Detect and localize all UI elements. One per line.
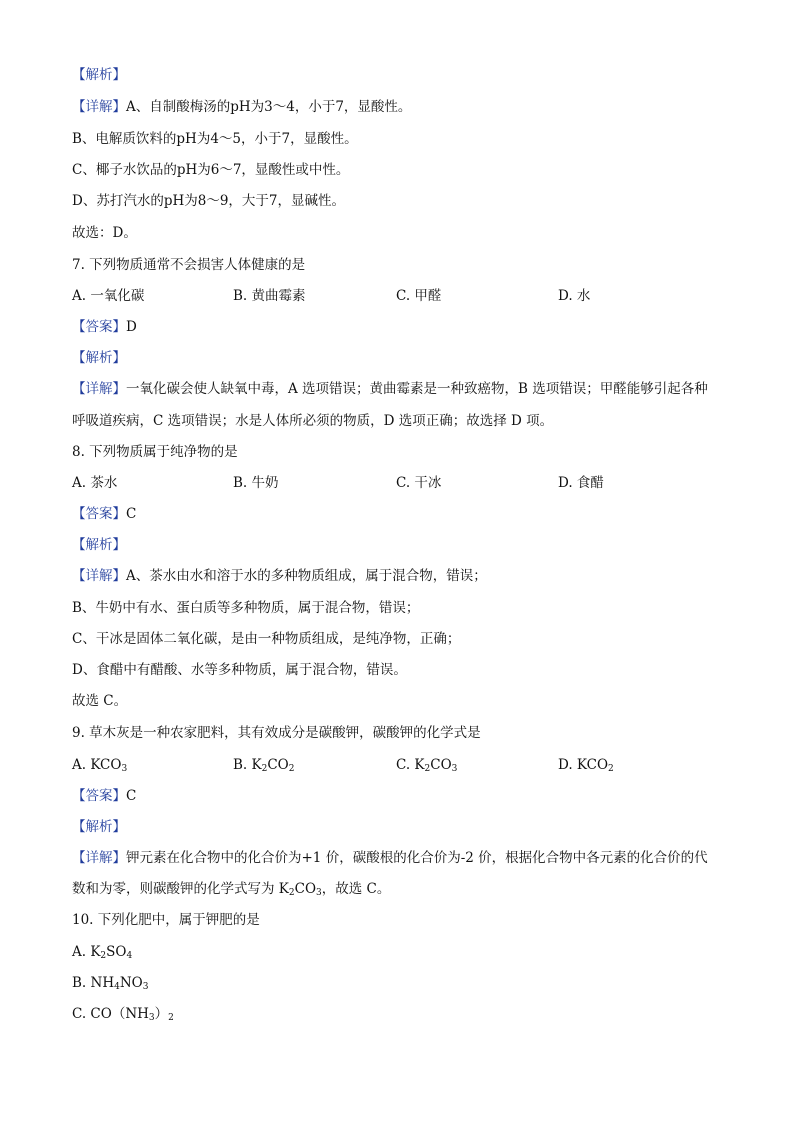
formula-sub: 3 xyxy=(121,764,128,774)
formula-text: SO xyxy=(106,944,127,960)
answer-value: C xyxy=(126,788,137,804)
detail-tag: 【详解】 xyxy=(72,568,126,584)
formula-text: CO xyxy=(267,757,289,773)
detail-tag: 【详解】 xyxy=(72,381,126,397)
detail-line: D、食醋中有醋酸、水等多种物质，属于混合物，错误。 xyxy=(72,662,407,678)
formula-text: CO xyxy=(294,881,317,897)
analysis-tag: 【解析】 xyxy=(72,350,126,366)
option-a xyxy=(72,756,127,774)
option-b xyxy=(72,974,148,992)
answer-line xyxy=(72,318,137,336)
detail-paragraph xyxy=(72,849,708,867)
detail-text: A、自制酸梅汤的pH为3～4，小于7，显酸性。 xyxy=(126,99,412,115)
analysis-tag: 【解析】 xyxy=(72,819,126,835)
answer-tag: 【答案】 xyxy=(72,506,126,522)
answer-line xyxy=(72,505,136,523)
detail-text: 数和为零，则碳酸钾的化学式写为 K xyxy=(72,881,289,897)
answer-value: C xyxy=(126,506,137,522)
formula-sub: 2 xyxy=(288,888,295,898)
answer-tag: 【答案】 xyxy=(72,788,126,804)
question-10: 10. 下列化肥中，属于钾肥的是 xyxy=(72,912,260,928)
option-c: C. 甲醛 xyxy=(396,288,442,304)
detail-paragraph xyxy=(72,567,487,585)
formula-text: B. NH xyxy=(72,975,115,991)
detail-text: 一氧化碳会使人缺氧中毒，A 选项错误；黄曲霉素是一种致癌物，B 选项错误；甲醛能够引起各种 xyxy=(126,381,708,397)
analysis-tag: 【解析】 xyxy=(72,537,126,553)
option-a xyxy=(72,943,132,961)
question-7: 7. 下列物质通常不会损害人体健康的是 xyxy=(72,257,306,273)
option-a: A. 茶水 xyxy=(72,475,118,491)
formula-text: A. K xyxy=(72,944,101,960)
detail-line: B、电解质饮料的pH为4～5，小于7，显酸性。 xyxy=(72,131,358,147)
option-c: C. 干冰 xyxy=(396,475,442,491)
option-d: D. 食醋 xyxy=(558,475,604,491)
detail-text: 钾元素在化合物中的化合价为+1 价，碳酸根的化合价为-2 价，根据化合物中各元素的化合价的代 xyxy=(126,850,708,866)
formula-text: CO xyxy=(430,757,452,773)
question-8: 8. 下列物质属于纯净物的是 xyxy=(72,444,238,460)
option-b: B. 黄曲霉素 xyxy=(233,288,306,304)
conclusion: 故选：D。 xyxy=(72,225,137,241)
formula-sub: 2 xyxy=(100,951,107,961)
detail-line: 呼吸道疾病，C 选项错误；水是人体所必须的物质，D 选项正确；故选择 D 项。 xyxy=(72,413,554,429)
detail-line: D、苏打汽水的pH为8～9，大于7，显碱性。 xyxy=(72,193,346,209)
detail-paragraph xyxy=(72,380,708,398)
formula-sub: 3 xyxy=(316,888,322,898)
formula-sub: 2 xyxy=(424,764,431,774)
formula-text: A. KCO xyxy=(72,757,122,773)
detail-line: C、干冰是固体二氧化碳，是由一种物质组成，是纯净物，正确； xyxy=(72,631,461,647)
analysis-tag: 【解析】 xyxy=(72,67,126,83)
detail-line: B、牛奶中有水、蛋白质等多种物质，属于混合物，错误； xyxy=(72,600,420,616)
formula-text: B. K xyxy=(233,757,262,773)
answer-tag: 【答案】 xyxy=(72,319,126,335)
question-9: 9. 草木灰是一种农家肥料，其有效成分是碳酸钾，碳酸钾的化学式是 xyxy=(72,725,481,741)
formula-sub: 4 xyxy=(126,951,133,961)
answer-line xyxy=(72,787,136,805)
detail-text: ，故选 C。 xyxy=(321,881,391,897)
detail-tag: 【详解】 xyxy=(72,850,126,866)
option-b: B. 牛奶 xyxy=(233,475,279,491)
formula-text: NO xyxy=(119,975,143,991)
formula-sub: 3 xyxy=(451,764,458,774)
formula-sub: 3 xyxy=(148,1013,155,1023)
option-c xyxy=(72,1005,174,1023)
option-c xyxy=(396,756,457,774)
option-a: A. 一氧化碳 xyxy=(72,288,145,304)
formula-sub: 2 xyxy=(261,764,268,774)
detail-line: C、椰子水饮品的pH为6～7，显酸性或中性。 xyxy=(72,162,350,178)
formula-sub: 2 xyxy=(608,764,614,774)
formula-sub: 3 xyxy=(142,982,149,992)
detail-paragraph xyxy=(72,98,411,116)
formula-sub: 2 xyxy=(288,764,295,774)
formula-sub: 4 xyxy=(114,982,120,992)
formula-text: D. KCO xyxy=(558,757,609,773)
formula-text: ） xyxy=(154,1006,169,1022)
option-d: D. 水 xyxy=(558,288,591,304)
option-d xyxy=(558,756,614,774)
detail-line xyxy=(72,880,390,898)
formula-text: C. K xyxy=(396,757,425,773)
detail-text: A、茶水由水和溶于水的多种物质组成，属于混合物，错误； xyxy=(126,568,487,584)
formula-sub: 2 xyxy=(168,1013,174,1023)
answer-value: D xyxy=(126,319,137,335)
formula-text: C. CO（NH xyxy=(72,1006,149,1022)
option-b xyxy=(233,756,294,774)
detail-tag: 【详解】 xyxy=(72,99,126,115)
conclusion: 故选 C。 xyxy=(72,693,128,709)
